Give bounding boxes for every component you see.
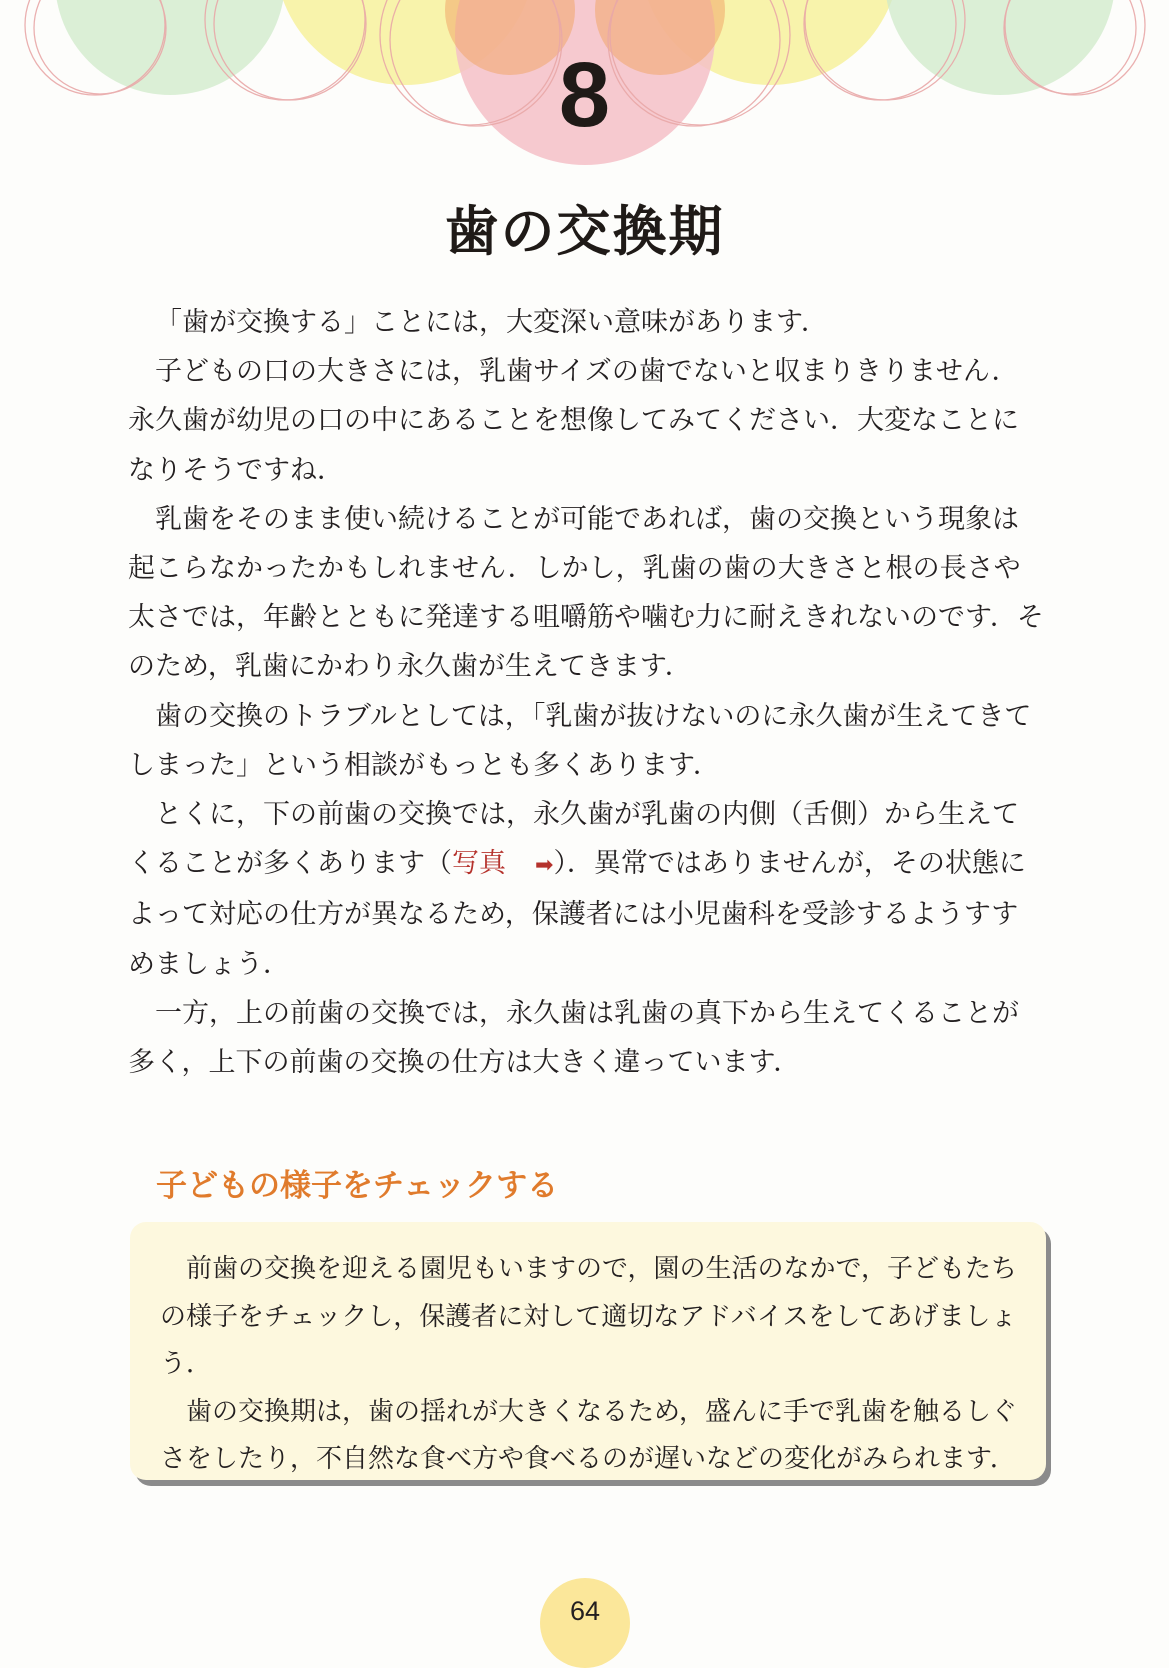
- paragraph: [128, 790, 1044, 989]
- paragraph: 「歯が交換する」ことには，大変深い意味があります．: [155, 307, 828, 338]
- arrow-right-icon: ➡: [535, 853, 554, 879]
- paragraph: 一方，上の前歯の交換では，永久歯は乳歯の真下から生えてくることが多く，上下の前歯の交換の仕方は大きく違っています．: [128, 997, 1019, 1079]
- paragraph: 歯の交換のトラブルとしては，「乳歯が抜けないのに永久歯が生えてきてしまった」という相談がもっとも多くあります．: [128, 700, 1032, 781]
- paragraph-text: ）．異常ではありませんが，その状態によって対応の仕方が異なるため，保護者には小児歯科を受診するようすすめましょう．: [128, 848, 1026, 980]
- box-paragraph: 歯の交換期は，歯の揺れが大きくなるため，盛んに手で乳歯を触るしぐさをしたり，不自然な食べ方や食べるのが遅いなどの変化がみられます．: [160, 1396, 1017, 1474]
- body-text: [128, 298, 1044, 1087]
- section-heading: 子どもの様子をチェックする: [156, 1168, 559, 1204]
- chapter-title: 歯の交換期: [444, 200, 725, 263]
- paragraph: 乳歯をそのまま使い続けることが可能であれば，歯の交換という現象は起こらなかったかもしれません．しかし，乳歯の歯の大きさと根の長さや太さでは，年齢とともに発達する咀嚼筋や噛む力に耐えきれないのです．そのため，乳歯にかわり永久歯が生えてきます．: [128, 503, 1044, 683]
- check-box: [130, 1222, 1046, 1480]
- paragraph: 子どもの口の大きさには，乳歯サイズの歯でないと収まりきりません．永久歯が幼児の口の中にあることを想像してみてください．大変なことになりそうですね．: [128, 356, 1019, 486]
- chapter-number: 8: [558, 44, 611, 146]
- page-number: 64: [540, 1578, 630, 1668]
- photo-reference: 写真: [452, 848, 506, 880]
- box-paragraph: 前歯の交換を迎える園児もいますので，園の生活のなかで，子どもたちの様子をチェックし，保護者に対して適切なアドバイスをしてあげましょう．: [160, 1254, 1017, 1379]
- paragraph-text: とくに，下の前歯の交換では，永久歯が乳歯の内側（舌側）から生えてくることが多くあります（: [128, 799, 1019, 880]
